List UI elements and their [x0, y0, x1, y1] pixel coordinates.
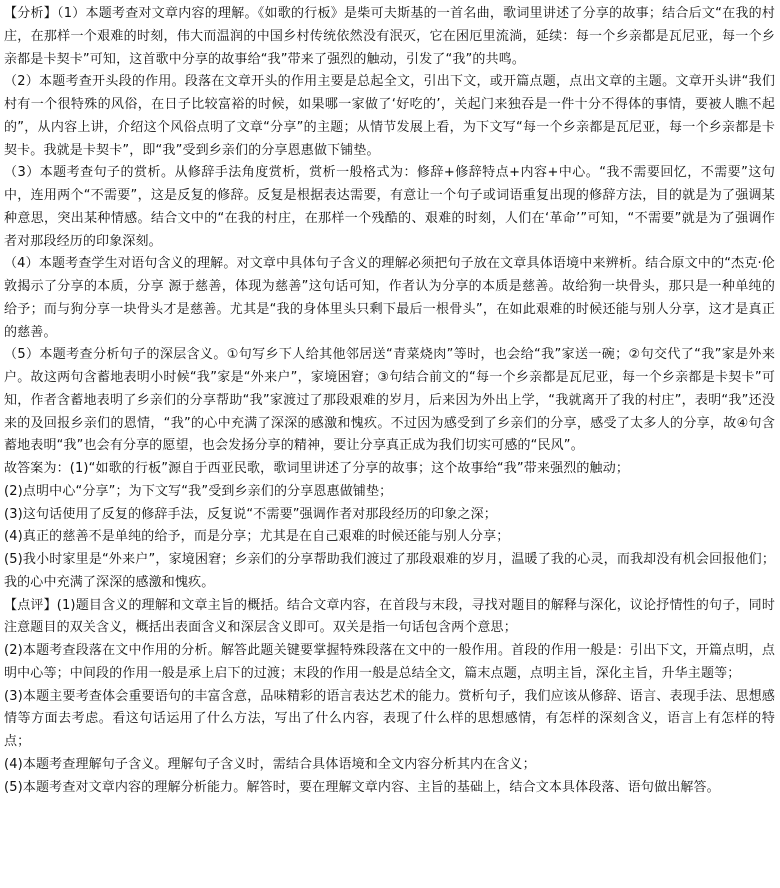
answer-line-3: (3)这句话使用了反复的修辞手法，反复说“不需要”强调作者对那段经历的印象之深；: [4, 506, 497, 522]
answer-line-1: 故答案为：(1)“如歌的行板”源自于西亚民歌，歌词里讲述了分享的故事；这个故事给“我”带来强烈的触动；: [4, 461, 630, 476]
answer-line-4: (4)真正的慈善不是单纯的给予，而是分享；尤其是在自己艰难的时候还能与别人分享；: [4, 529, 510, 545]
answer-line-5: (5)我小时家里是“外来户”，家境困窘；乡亲们的分享帮助我们渡过了那段艰难的岁月，温暖了我的心灵，而我却没有机会回报他们；我的心中充满了深深的感激和愧疚。: [4, 552, 775, 590]
document-page: [4, 3, 775, 799]
analysis-paragraph-1: 【分析】（1）本题考查对文章内容的理解。《如歌的行板》是柴可夫斯基的一首名曲，歌词里讲述了分享的故事；结合后文“在我的村庄，在那样一个艰难的时刻，伟大而温润的中国乡村传统依然没有泯灭，它在困厄里流淌，延续：每一个乡亲都是瓦尼亚，每一个乡亲都是卡契卡”可知，这首歌中分享的故事给“我”带来了强烈的触动，引发了“我”的共鸣。: [4, 6, 775, 67]
comment-paragraph-4: (4)本题考查理解句子含义。理解句子含义时，需结合具体语境和全文内容分析其内在含义；: [4, 756, 536, 772]
analysis-paragraph-3: （3）本题考查句子的赏析。从修辞手法角度赏析，赏析一般格式为：修辞+修辞特点+内容+中心。“我不需要回忆，不需要”这句中，连用两个“不需要”，这是反复的修辞。反复是根据表达需要，有意让一个句子或词语重复出现的修辞方法，目的就是为了强调某种意思，突出某种情感。结合文中的“在我的村庄，在那样一个残酷的、艰难的时刻，人们在‘革命’”可知，“不需要”就是为了强调作者对那段经历的印象深刻。: [4, 165, 775, 249]
analysis-paragraph-5: （5）本题考查分析句子的深层含义。①句写乡下人给其他邻居送“青菜烧肉”等时，也会给“我”家送一碗；②句交代了“我”家是外来户。故这两句含蓄地表明小时候“我”家是“外来户”，家境困窘；③句结合前文的“每一个乡亲都是瓦尼亚，每一个乡亲都是卡契卡”可知，作者含蓄地表明了乡亲们的分享帮助“我”家渡过了那段艰难的岁月，后来因为外出上学，“我就离开了我的村庄”，表明“我”还没来的及回报乡亲们的恩情，“我”的心中充满了深深的感激和愧疚。不过因为感受到了乡亲们的分享，感受了太多人的分享，故④句含蓄地表明“我”也会有分享的愿望，也会发扬分享的精神，要让分享真正成为我们切实可感的“民风”。: [4, 347, 775, 454]
comment-paragraph-1: 【点评】(1)题目含义的理解和文章主旨的概括。结合文章内容，在首段与末段，寻找对题目的解释与深化，议论抒情性的句子，同时注意题目的双关含义，概括出表面含义和深层含义即可。双关是指一句话包含两个意思；: [4, 597, 775, 636]
comment-paragraph-3: (3)本题主要考查体会重要语句的丰富含意，品味精彩的语言表达艺术的能力。赏析句子，我们应该从修辞、语言、表现手法、思想感情等方面去考虑。看这句话运用了什么方法，写出了什么内容，表现了什么样的思想感情，有怎样的深刻含义，语言上有怎样的特点；: [4, 688, 775, 749]
analysis-paragraph-4: （4）本题考查学生对语句含义的理解。对文章中具体句子含义的理解必须把句子放在文章具体语境中来辨析。结合原文中的“杰克·伦敦揭示了分享的本质，分享 源于慈善，体现为慈善”这句话可知，作者认为分享的本质是慈善。故给狗一块骨头，那只是一种单纯的给予；而与狗分享一块骨头才是慈善。尤其是“我的身体里头只剩下最后一根骨头”，在如此艰难的时候还能与别人分享，这才是真正的慈善。: [4, 256, 775, 340]
comment-paragraph-2: (2)本题考查段落在文中作用的分析。解答此题关键要掌握特殊段落在文中的一般作用。首段的作用一般是：引出下文，开篇点明，点明中心等；中间段的作用一般是承上启下的过渡；末段的作用一般是总结全文，篇末点题，点明主旨，深化主旨，升华主题等；: [4, 643, 775, 681]
comment-paragraph-5: (5)本题考查对文章内容的理解分析能力。解答时，要在理解文章内容、主旨的基础上，结合文本具体段落、语句做出解答。: [4, 779, 720, 795]
analysis-paragraph-2: （2）本题考查开头段的作用。段落在文章开头的作用主要是总起全文，引出下文，或开篇点题，点出文章的主题。文章开头讲“我们村有一个很特殊的风俗，在日子比较富裕的时候，如果哪一家做了‘好吃的’，关起门来独吞是一件十分不得体的事情，要被人瞧不起的”，从内容上讲，介绍这个风俗点明了文章“分享”的主题；从情节发展上看，为下文写“每一个乡亲都是瓦尼亚，每一个乡亲都是卡契卡。我就是卡契卡”，即“我”受到乡亲们的分享恩惠做下铺垫。: [4, 74, 775, 158]
document-content: [4, 3, 775, 799]
answer-line-2: (2)点明中心“分享”；为下文写“我”受到乡亲们的分享恩惠做铺垫；: [4, 483, 393, 499]
